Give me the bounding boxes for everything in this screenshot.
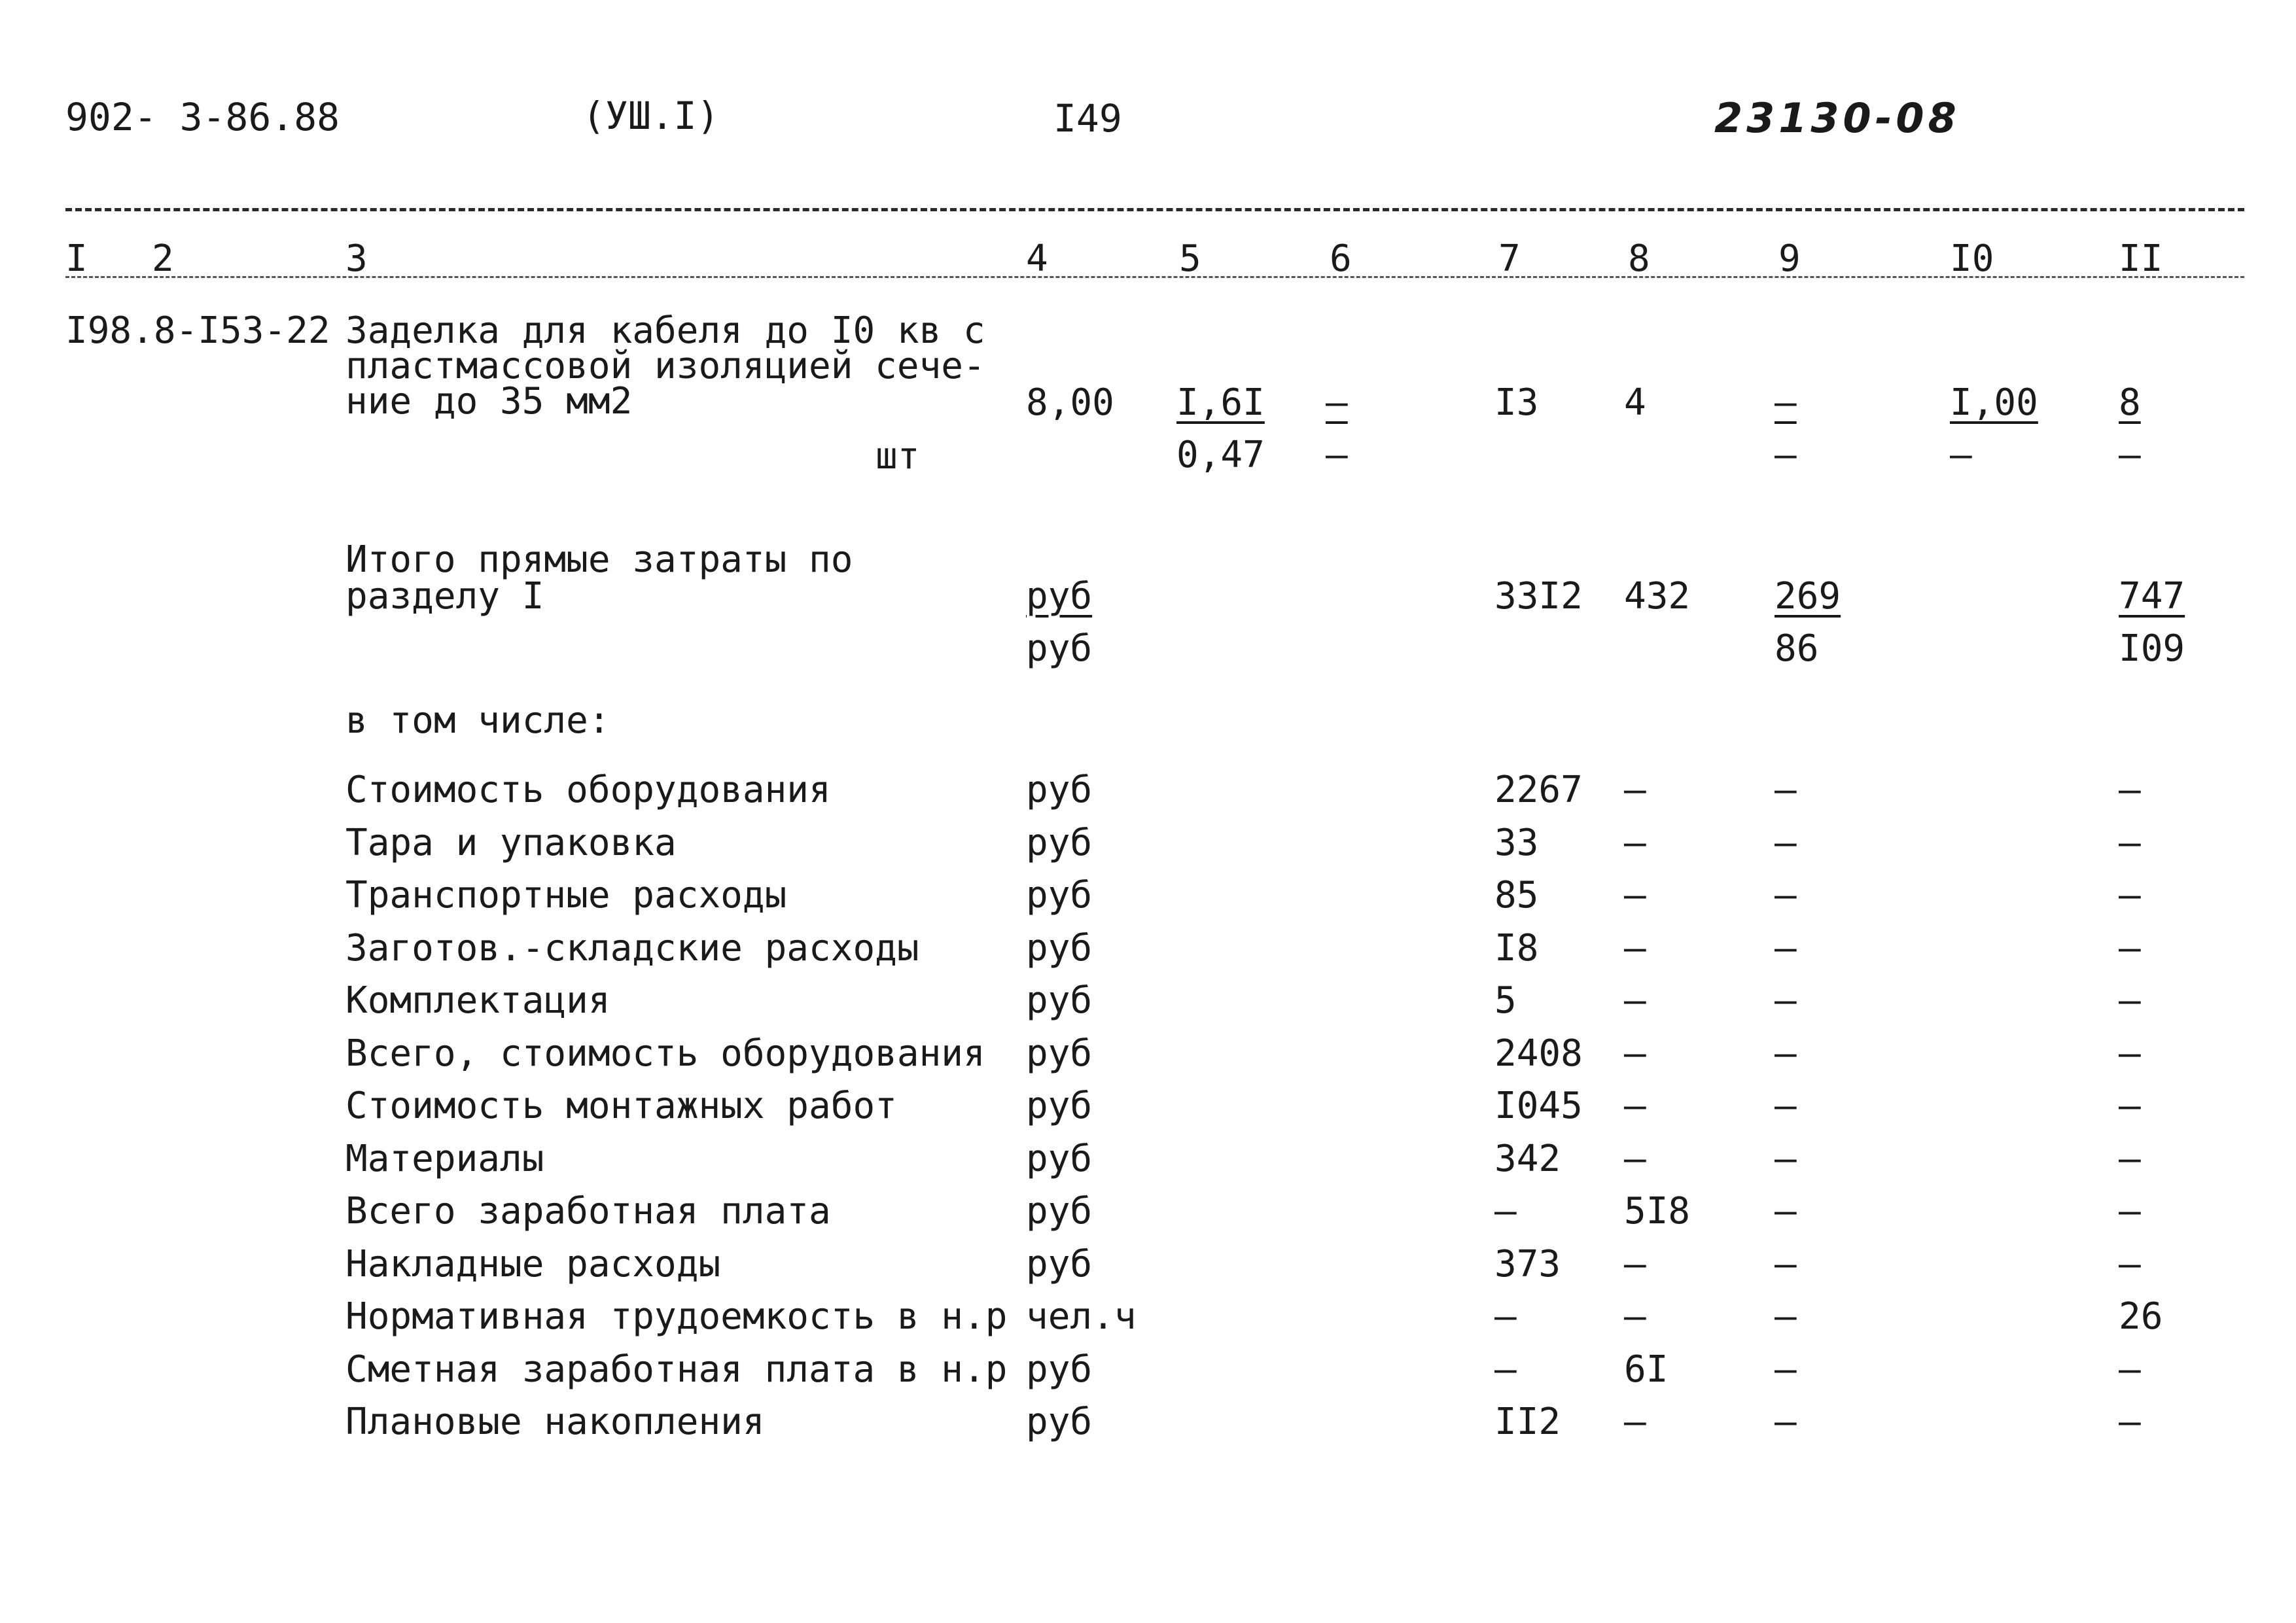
breakdown-c7: I045 (1494, 1085, 1583, 1127)
breakdown-c7: 85 (1494, 874, 1539, 916)
total-c11-top: 747 (2119, 575, 2185, 618)
breakdown-c9: – (1775, 979, 1797, 1022)
breakdown-c7: – (1494, 1348, 1517, 1391)
item-c8: 4 (1624, 381, 1646, 424)
breakdown-c7: 342 (1494, 1138, 1561, 1180)
breakdown-c11: – (2119, 1190, 2141, 1232)
breakdown-c7: 2408 (1494, 1032, 1583, 1075)
breakdown-unit: руб (1026, 1138, 1093, 1180)
breakdown-c9: – (1775, 1243, 1797, 1285)
total-c7: 33I2 (1494, 575, 1583, 618)
breakdown-unit: чел.ч (1026, 1295, 1137, 1338)
total-label-line: Итого прямые затраты по (345, 538, 853, 581)
breakdown-c8: – (1624, 1295, 1646, 1338)
item-c10-top: I,00 (1950, 381, 2038, 424)
breakdown-c11: – (2119, 822, 2141, 864)
breakdown-c11: – (2119, 979, 2141, 1022)
breakdown-c11: – (2119, 1243, 2141, 1285)
breakdown-c9: – (1775, 1295, 1797, 1338)
breakdown-c11: 26 (2119, 1295, 2163, 1338)
breakdown-unit: руб (1026, 822, 1093, 864)
breakdown-unit: руб (1026, 1032, 1093, 1075)
total-unit-top: руб (1026, 575, 1093, 618)
item-c11-bottom: – (2119, 434, 2141, 476)
breakdown-unit: руб (1026, 1190, 1093, 1232)
breakdown-unit: руб (1026, 927, 1093, 969)
breakdown-label: Транспортные расходы (345, 874, 787, 916)
breakdown-c11: – (2119, 874, 2141, 916)
item-description-line: Заделка для кабеля до I0 кв с (345, 309, 985, 352)
breakdown-label: Тара и упаковка (345, 822, 677, 864)
breakdown-label: Материалы (345, 1138, 544, 1180)
total-c9-bottom: 86 (1775, 627, 1819, 670)
breakdown-c9: – (1775, 1190, 1797, 1232)
breakdown-unit: руб (1026, 1348, 1093, 1391)
breakdown-label: Заготов.-складские расходы (345, 927, 919, 969)
breakdown-c9: – (1775, 822, 1797, 864)
breakdown-c11: – (2119, 1138, 2141, 1180)
breakdown-c11: – (2119, 1348, 2141, 1391)
column-number: 5 (1179, 237, 1201, 280)
breakdown-label: Всего заработная плата (345, 1190, 831, 1232)
breakdown-c11: – (2119, 927, 2141, 969)
item-c9-bottom: – (1775, 434, 1797, 476)
breakdown-unit: руб (1026, 769, 1093, 811)
column-number: I0 (1950, 237, 1994, 280)
breakdown-c8: – (1624, 874, 1646, 916)
breakdown-c8: – (1624, 1085, 1646, 1127)
item-code: I98.8-I53-22 (65, 309, 330, 352)
breakdown-c8: – (1624, 1032, 1646, 1075)
breakdown-c7: 5 (1494, 979, 1517, 1022)
breakdown-label: Плановые накопления (345, 1401, 765, 1443)
breakdown-c11: – (2119, 1032, 2141, 1075)
item-c7: I3 (1494, 381, 1539, 424)
breakdown-c9: – (1775, 769, 1797, 811)
breakdown-c7: – (1494, 1295, 1517, 1338)
breakdown-c7: – (1494, 1190, 1517, 1232)
breakdown-label: Накладные расходы (345, 1243, 721, 1285)
item-c5-bottom: 0,47 (1176, 434, 1265, 476)
breakdown-c8: 5I8 (1624, 1190, 1691, 1232)
handwritten-stamp-number: 23130-08 (1714, 94, 1960, 142)
item-description-line: пластмассовой изоляцией сече- (345, 345, 985, 387)
total-unit-bottom: руб (1026, 627, 1093, 670)
breakdown-c8: – (1624, 979, 1646, 1022)
breakdown-unit: руб (1026, 1401, 1093, 1443)
breakdown-c9: – (1775, 1401, 1797, 1443)
breakdown-label: Стоимость монтажных работ (345, 1085, 897, 1127)
breakdown-c8: – (1624, 769, 1646, 811)
item-unit: шт (875, 435, 920, 478)
breakdown-label: Стоимость оборудования (345, 769, 831, 811)
page-number: I49 (1053, 96, 1122, 141)
breakdown-c9: – (1775, 1348, 1797, 1391)
breakdown-c8: – (1624, 1138, 1646, 1180)
item-c11-top: 8 (2119, 381, 2141, 424)
breakdown-label: Комплектация (345, 979, 610, 1022)
breakdown-c9: – (1775, 1138, 1797, 1180)
column-number: 4 (1026, 237, 1048, 280)
section-code: (УШ.I) (582, 94, 720, 138)
column-number: II (2119, 237, 2163, 280)
breakdown-c8: – (1624, 927, 1646, 969)
breakdown-unit: руб (1026, 1085, 1093, 1127)
column-number: I (65, 237, 88, 280)
breakdown-c9: – (1775, 927, 1797, 969)
column-header-dashed-rule (65, 276, 2244, 278)
breakdown-c7: 373 (1494, 1243, 1561, 1285)
column-number: 7 (1498, 237, 1521, 280)
breakdown-c7: 33 (1494, 822, 1539, 864)
top-dashed-rule (65, 208, 2244, 211)
breakdown-c8: 6I (1624, 1348, 1669, 1391)
total-c11-bottom: I09 (2119, 627, 2185, 670)
breakdown-c9: – (1775, 1085, 1797, 1127)
breakdown-c7: 2267 (1494, 769, 1583, 811)
item-c10-bottom: – (1950, 434, 1972, 476)
item-description-line: ние до 35 мм2 (345, 380, 633, 423)
breakdown-c9: – (1775, 1032, 1797, 1075)
including-label: в том числе: (345, 699, 610, 742)
column-number: 8 (1628, 237, 1650, 280)
breakdown-label: Всего, стоимость оборудования (345, 1032, 985, 1075)
item-c6-bottom: – (1326, 434, 1348, 476)
breakdown-c7: II2 (1494, 1401, 1561, 1443)
breakdown-c8: – (1624, 822, 1646, 864)
total-c8: 432 (1624, 575, 1691, 618)
breakdown-unit: руб (1026, 1243, 1093, 1285)
breakdown-c9: – (1775, 874, 1797, 916)
breakdown-label: Нормативная трудоемкость в н.р (345, 1295, 1008, 1338)
breakdown-c7: I8 (1494, 927, 1539, 969)
column-number: 9 (1778, 237, 1801, 280)
total-c9-top: 269 (1775, 575, 1841, 618)
column-number: 2 (152, 237, 174, 280)
item-c6-top: – (1326, 381, 1348, 424)
breakdown-c8: – (1624, 1401, 1646, 1443)
total-label-line: разделу I (345, 575, 544, 618)
breakdown-unit: руб (1026, 874, 1093, 916)
breakdown-c11: – (2119, 1401, 2141, 1443)
breakdown-c8: – (1624, 1243, 1646, 1285)
column-number: 6 (1330, 237, 1352, 280)
breakdown-c11: – (2119, 769, 2141, 811)
document-code: 902- 3-86.88 (65, 95, 340, 139)
item-quantity: 8,00 (1026, 381, 1114, 424)
item-c9-top: – (1775, 381, 1797, 424)
breakdown-unit: руб (1026, 979, 1093, 1022)
breakdown-label: Сметная заработная плата в н.р (345, 1348, 1008, 1391)
column-number: 3 (345, 237, 368, 280)
item-c5-top: I,6I (1176, 381, 1265, 424)
breakdown-c11: – (2119, 1085, 2141, 1127)
